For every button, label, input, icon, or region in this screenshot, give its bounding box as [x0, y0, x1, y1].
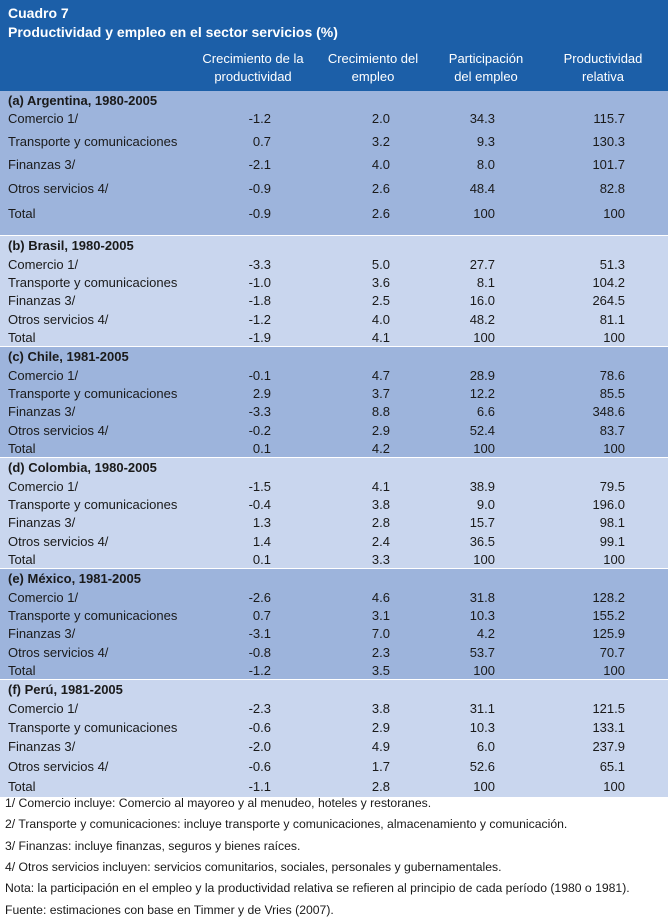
row-label: Total — [8, 663, 36, 678]
row-value: 264.5 — [592, 293, 625, 308]
row-value: -1.8 — [248, 293, 271, 308]
row-label: Otros servicios 4/ — [8, 312, 109, 327]
table-section — [0, 569, 668, 679]
row-label: Transporte y comunicaciones — [8, 720, 178, 735]
row-label: Transporte y comunicaciones — [8, 134, 178, 149]
row-value: 4.2 — [371, 441, 390, 456]
table-header — [0, 0, 668, 91]
column-header-productivity-growth — [192, 50, 314, 86]
row-value: 48.4 — [469, 181, 495, 196]
row-value: 130.3 — [592, 134, 625, 149]
column-header-line: empleo — [351, 69, 395, 84]
row-value: 4.0 — [371, 157, 390, 172]
section-title: (c) Chile, 1981-2005 — [8, 349, 129, 364]
row-value: 9.3 — [476, 134, 495, 149]
table-section — [0, 91, 668, 235]
row-label: Finanzas 3/ — [8, 515, 76, 530]
table-section — [0, 236, 668, 346]
row-value: -1.2 — [248, 312, 271, 327]
row-value: 12.2 — [469, 386, 495, 401]
row-label: Otros servicios 4/ — [8, 534, 109, 549]
row-value: 100 — [473, 552, 495, 567]
row-value: -1.9 — [248, 330, 271, 345]
row-value: 1.3 — [252, 515, 271, 530]
row-label: Total — [8, 330, 36, 345]
row-value: 348.6 — [592, 404, 625, 419]
row-label: Total — [8, 441, 36, 456]
column-header-line: relativa — [582, 69, 624, 84]
row-label: Finanzas 3/ — [8, 157, 76, 172]
table-section — [0, 347, 668, 457]
column-header-line: del empleo — [454, 69, 518, 84]
row-value: 2.8 — [371, 779, 390, 794]
row-value: 3.7 — [371, 386, 390, 401]
row-value: -0.2 — [248, 423, 271, 438]
row-value: 125.9 — [592, 626, 625, 641]
row-value: 8.8 — [371, 404, 390, 419]
table-title: Productividad y empleo en el sector servicios (%) — [8, 24, 338, 40]
row-label: Total — [8, 552, 36, 567]
row-value: -3.3 — [248, 404, 271, 419]
row-value: -2.0 — [248, 739, 271, 754]
row-label: Comercio 1/ — [8, 111, 79, 126]
row-label: Comercio 1/ — [8, 590, 79, 605]
section-title: (a) Argentina, 1980-2005 — [8, 93, 158, 108]
row-value: 100 — [603, 441, 625, 456]
row-value: 2.6 — [371, 181, 390, 196]
row-value: 100 — [473, 663, 495, 678]
row-value: -1.1 — [248, 779, 271, 794]
row-label: Comercio 1/ — [8, 479, 79, 494]
row-value: 83.7 — [599, 423, 625, 438]
row-value: 15.7 — [469, 515, 495, 530]
row-value: 16.0 — [469, 293, 495, 308]
row-value: -0.9 — [248, 181, 271, 196]
row-value: 115.7 — [593, 111, 625, 126]
row-value: 8.0 — [476, 157, 495, 172]
column-header-line: Participación — [448, 51, 524, 66]
row-value: 79.5 — [599, 479, 625, 494]
note-general: Nota: la participación en el empleo y la productividad relativa se refieren al principio de cada período (1980 o 1981). — [5, 881, 630, 895]
column-header-employment-share — [425, 50, 547, 86]
row-value: 0.7 — [252, 608, 271, 623]
row-value: 10.3 — [469, 720, 495, 735]
note-finanzas: 3/ Finanzas: incluye finanzas, seguros y bienes raíces. — [5, 839, 301, 853]
row-label: Finanzas 3/ — [8, 626, 76, 641]
row-value: 155.2 — [592, 608, 625, 623]
row-value: 100 — [603, 206, 625, 221]
row-value: 31.8 — [469, 590, 495, 605]
row-value: 51.3 — [599, 257, 625, 272]
row-value: 65.1 — [599, 759, 625, 774]
row-value: 100 — [603, 552, 625, 567]
row-value: 38.9 — [469, 479, 495, 494]
row-value: 53.7 — [469, 645, 495, 660]
note-comercio: 1/ Comercio incluye: Comercio al mayoreo y al menudeo, hoteles y restoranes. — [5, 796, 432, 810]
row-value: 100 — [603, 330, 625, 345]
row-value: -0.8 — [248, 645, 271, 660]
row-value: 3.3 — [371, 552, 390, 567]
row-value: 48.2 — [469, 312, 495, 327]
row-value: 133.1 — [592, 720, 625, 735]
row-value: 237.9 — [592, 739, 625, 754]
section-title: (b) Brasil, 1980-2005 — [8, 238, 134, 253]
row-value: 2.6 — [371, 206, 390, 221]
row-value: 196.0 — [592, 497, 625, 512]
row-value: 52.6 — [469, 759, 495, 774]
row-label: Comercio 1/ — [8, 701, 79, 716]
row-label: Otros servicios 4/ — [8, 423, 109, 438]
row-label: Comercio 1/ — [8, 257, 79, 272]
row-value: 3.1 — [371, 608, 390, 623]
note-source: Fuente: estimaciones con base en Timmer y de Vries (2007). — [5, 903, 334, 917]
row-value: 3.8 — [371, 497, 390, 512]
row-value: 2.9 — [371, 423, 390, 438]
row-label: Otros servicios 4/ — [8, 645, 109, 660]
row-value: -2.1 — [248, 157, 271, 172]
note-otros-servicios: 4/ Otros servicios incluyen: servicios comunitarios, sociales, personales y gubernamentales. — [5, 860, 502, 874]
row-label: Transporte y comunicaciones — [8, 608, 178, 623]
row-value: 3.2 — [371, 134, 390, 149]
column-header-line: productividad — [214, 69, 292, 84]
row-value: 70.7 — [599, 645, 625, 660]
column-header-line: Crecimiento del — [327, 51, 419, 66]
table-number: Cuadro 7 — [8, 5, 69, 21]
row-value: 100 — [473, 206, 495, 221]
row-label: Otros servicios 4/ — [8, 181, 109, 196]
row-value: 101.7 — [592, 157, 625, 172]
row-value: -1.2 — [248, 663, 271, 678]
row-value: 104.2 — [592, 275, 625, 290]
row-value: 100 — [603, 663, 625, 678]
row-value: 27.7 — [469, 257, 495, 272]
column-header-employment-growth — [312, 50, 434, 86]
table-section — [0, 680, 668, 797]
row-label: Transporte y comunicaciones — [8, 275, 178, 290]
row-value: 0.1 — [252, 441, 271, 456]
row-label: Total — [8, 206, 36, 221]
row-value: 4.1 — [371, 479, 390, 494]
row-label: Finanzas 3/ — [8, 739, 76, 754]
row-value: 1.7 — [371, 759, 390, 774]
row-value: 0.1 — [252, 552, 271, 567]
row-value: 3.8 — [371, 701, 390, 716]
row-value: 121.5 — [592, 701, 625, 716]
row-value: 10.3 — [469, 608, 495, 623]
row-label: Comercio 1/ — [8, 368, 79, 383]
row-value: 3.5 — [371, 663, 390, 678]
row-value: -0.1 — [248, 368, 271, 383]
row-value: 100 — [473, 779, 495, 794]
row-value: 100 — [473, 441, 495, 456]
note-transporte: 2/ Transporte y comunicaciones: incluye transporte y comunicaciones, almacenamiento y comunicación. — [5, 817, 568, 831]
section-title: (d) Colombia, 1980-2005 — [8, 460, 157, 475]
row-value: 2.8 — [371, 515, 390, 530]
row-label: Finanzas 3/ — [8, 293, 76, 308]
row-value: 2.4 — [371, 534, 390, 549]
row-value: -0.4 — [248, 497, 271, 512]
column-header-relative-productivity — [542, 50, 664, 86]
row-value: 2.3 — [371, 645, 390, 660]
row-value: -3.1 — [248, 626, 271, 641]
row-value: 4.7 — [371, 368, 390, 383]
column-header-line: Crecimiento de la — [202, 51, 304, 66]
table-section — [0, 458, 668, 568]
row-value: -0.6 — [248, 759, 271, 774]
row-value: -3.3 — [248, 257, 271, 272]
section-title: (e) México, 1981-2005 — [8, 571, 141, 586]
row-label: Finanzas 3/ — [8, 404, 76, 419]
column-header-line: Productividad — [563, 51, 643, 66]
row-value: 9.0 — [476, 497, 495, 512]
row-value: -0.9 — [248, 206, 271, 221]
row-value: 100 — [473, 330, 495, 345]
row-value: 82.8 — [599, 181, 625, 196]
row-value: 81.1 — [599, 312, 625, 327]
row-value: 99.1 — [599, 534, 625, 549]
row-label: Transporte y comunicaciones — [8, 386, 178, 401]
row-value: 4.9 — [371, 739, 390, 754]
row-value: -0.6 — [248, 720, 271, 735]
row-value: 6.6 — [476, 404, 495, 419]
row-value: 2.0 — [371, 111, 390, 126]
row-value: -1.2 — [248, 111, 271, 126]
row-value: 85.5 — [599, 386, 625, 401]
row-label: Total — [8, 779, 36, 794]
row-value: 2.9 — [252, 386, 271, 401]
row-value: 8.1 — [476, 275, 495, 290]
row-value: -2.3 — [248, 701, 271, 716]
row-value: 78.6 — [599, 368, 625, 383]
row-value: 4.6 — [371, 590, 390, 605]
row-value: 5.0 — [371, 257, 390, 272]
row-value: 100 — [603, 779, 625, 794]
row-value: 31.1 — [469, 701, 495, 716]
row-value: 36.5 — [469, 534, 495, 549]
row-value: -2.6 — [248, 590, 271, 605]
row-value: 52.4 — [469, 423, 495, 438]
row-value: 98.1 — [599, 515, 625, 530]
row-value: 4.1 — [371, 330, 390, 345]
row-value: 7.0 — [371, 626, 390, 641]
row-value: 34.3 — [469, 111, 495, 126]
row-value: 1.4 — [252, 534, 271, 549]
section-title: (f) Perú, 1981-2005 — [8, 682, 123, 697]
row-value: 2.5 — [371, 293, 390, 308]
row-value: 4.2 — [476, 626, 495, 641]
row-value: -1.0 — [248, 275, 271, 290]
row-value: 6.0 — [476, 739, 495, 754]
row-value: 4.0 — [371, 312, 390, 327]
row-value: 28.9 — [469, 368, 495, 383]
row-label: Otros servicios 4/ — [8, 759, 109, 774]
row-value: 0.7 — [252, 134, 271, 149]
row-value: 2.9 — [371, 720, 390, 735]
row-label: Transporte y comunicaciones — [8, 497, 178, 512]
row-value: 128.2 — [592, 590, 625, 605]
row-value: 3.6 — [371, 275, 390, 290]
row-value: -1.5 — [248, 479, 271, 494]
